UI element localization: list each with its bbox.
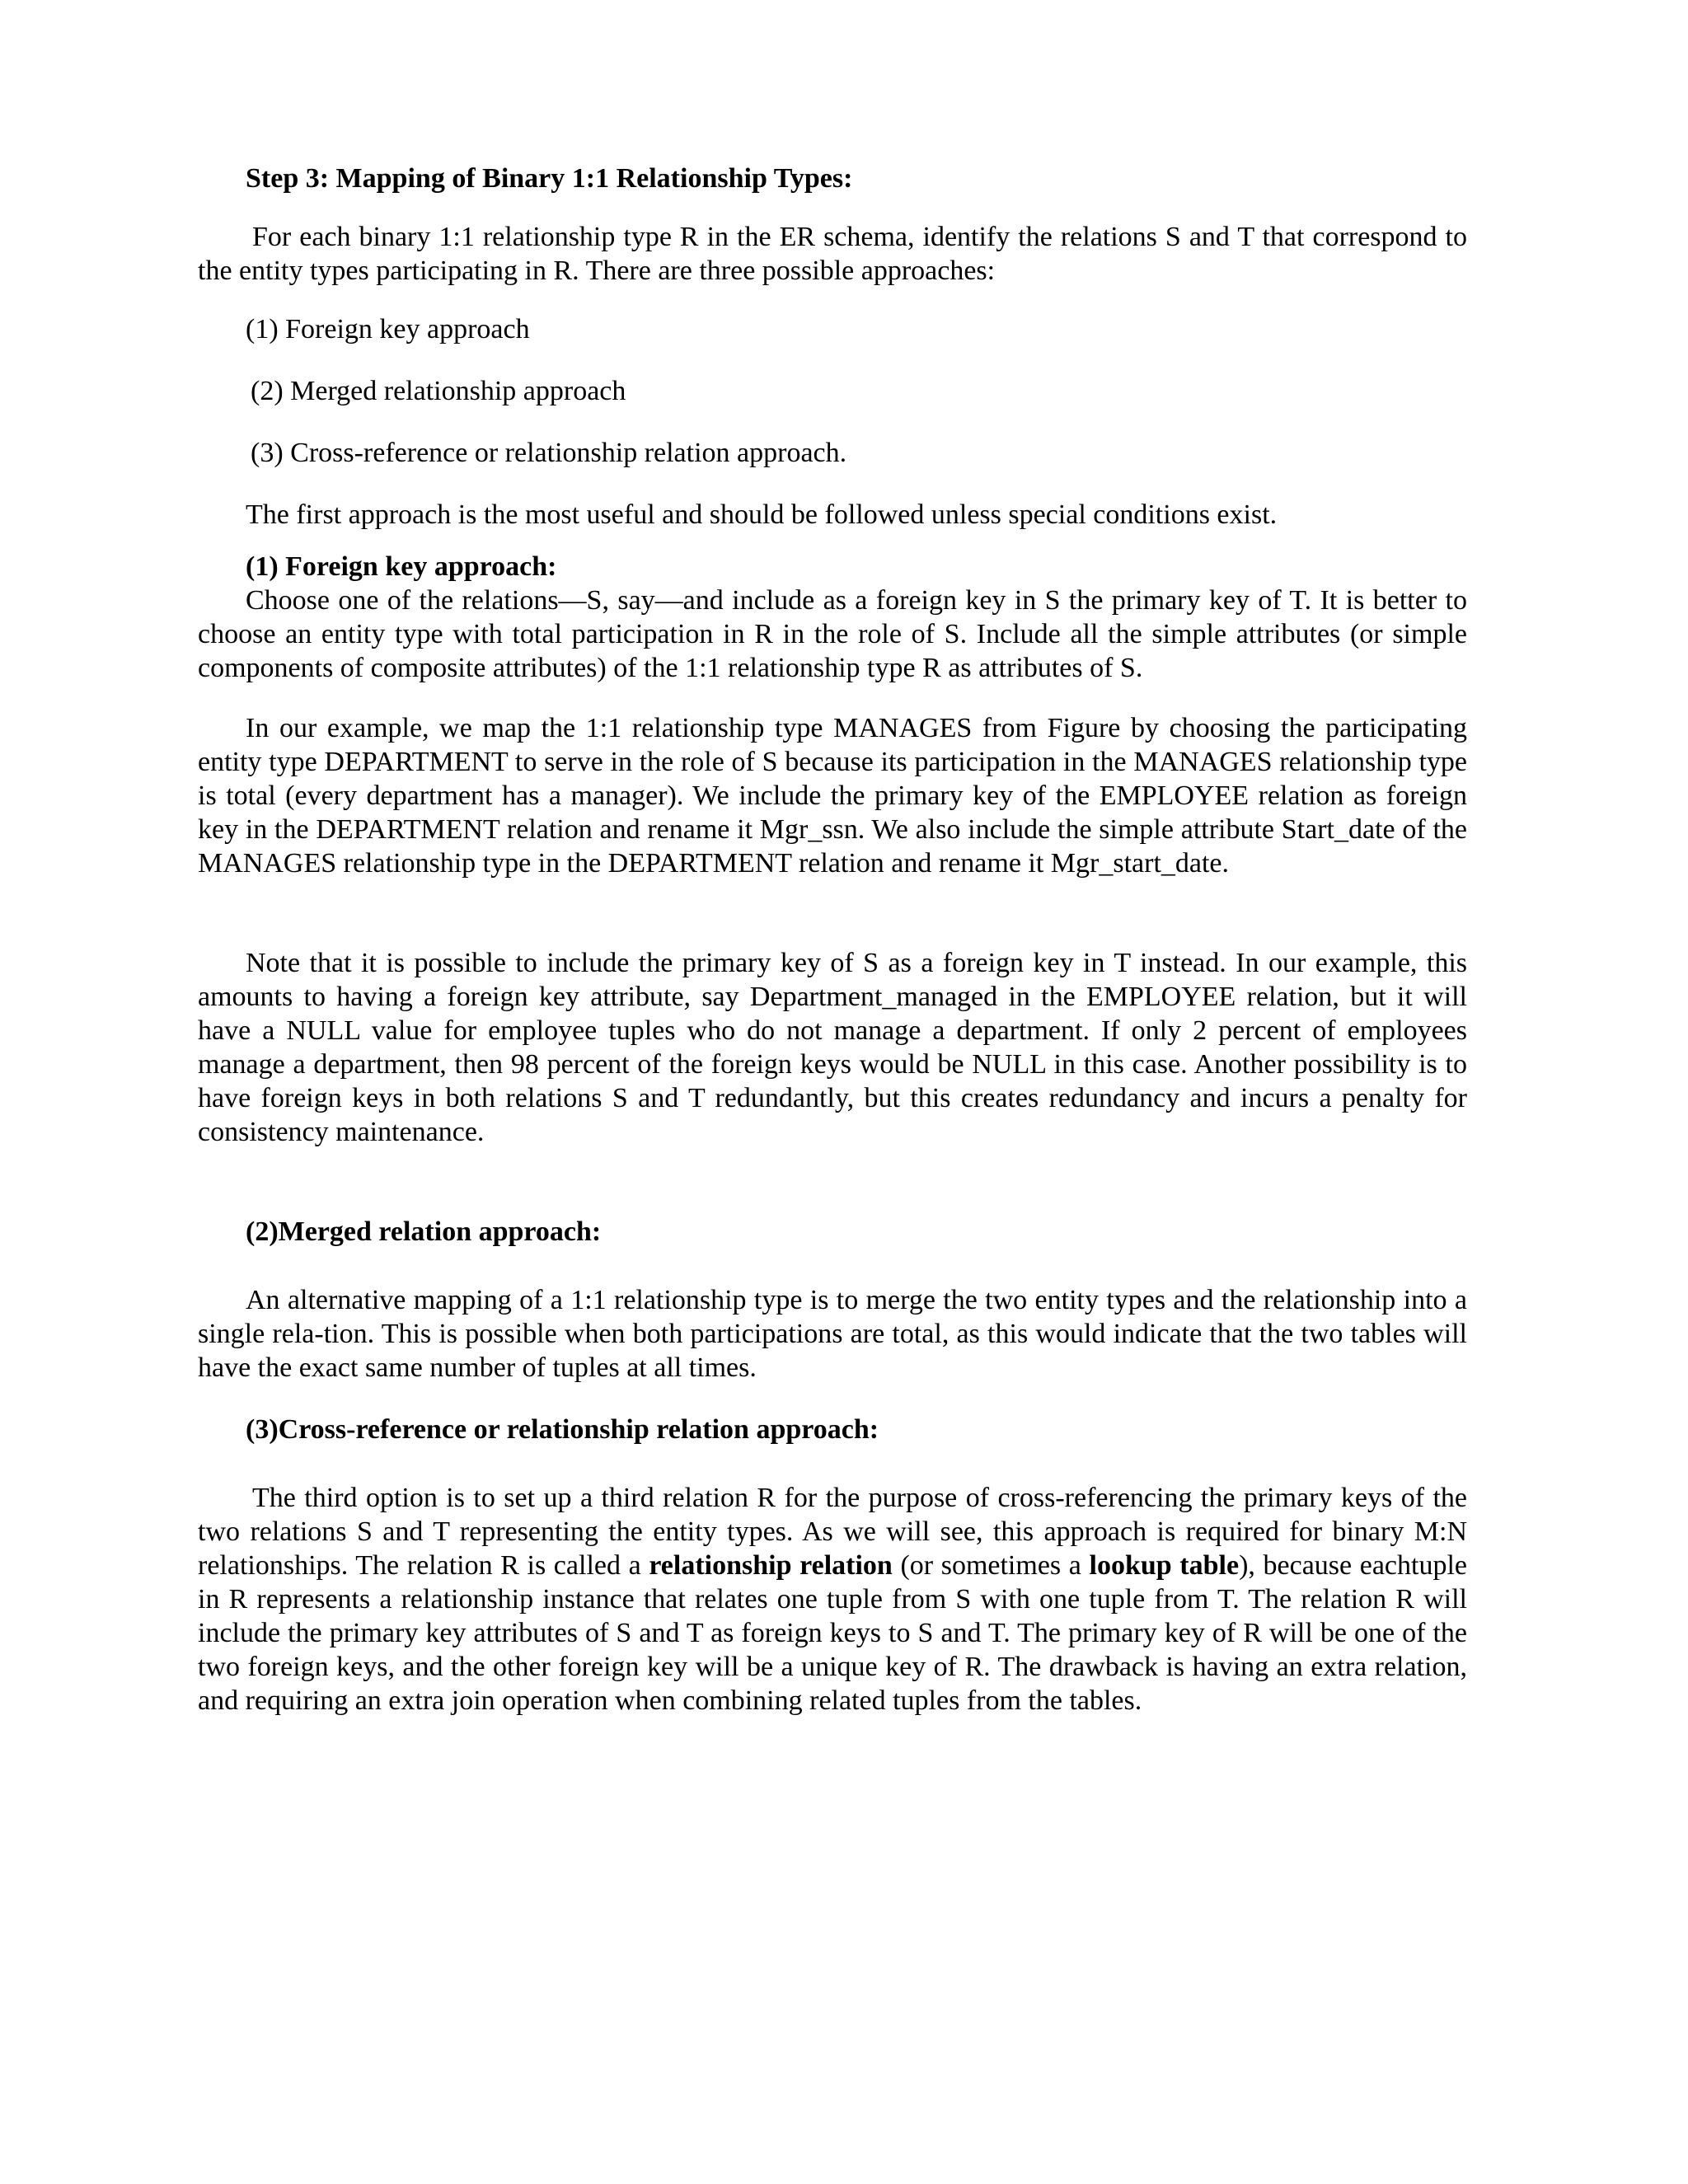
crossref-paragraph [198,1481,1467,1718]
fk-paragraph-1: Choose one of the relations—S, say—and include as a foreign key in S the primary key of T. It is better to choose an entity type with total participation in R in the role of S. Include all the simple attributes (or simple components of composite attributes) of the 1:1 relationship type R as attributes of S. [198,585,1467,683]
document-page [198,162,1467,1718]
crossref-text-end: ), because eachtuple in R represents a relationship instance that relates one tuple from S with one tuple from T. The relation R will include the primary key attributes of S and T as foreign keys to S and T. The primary key of R will be one of the two foreign keys, and the other foreign key will be a unique key of R. The drawback is having an extra relation, and requiring an extra join operation when combining related tuples from the tables. [198,1550,1467,1716]
crossref-heading: (3)Cross-reference or relationship relation approach: [246,1414,879,1445]
crossref-text-start: The third option is to set up a third relation R for the purpose of cross-referencing the primary keys of the two relations S and T representing the entity types. As we will see, this approach is required for binary M:N relationships. The relation R is called a [198,1483,1467,1581]
term-relationship-relation: relationship relation [649,1550,893,1581]
merged-paragraph: An alternative mapping of a 1:1 relationship type is to merge the two entity types and the relationship into a single rela-tion. This is possible when both participations are total, as this would indicate that the two tables will have the exact same number of tuples at all times. [198,1285,1467,1383]
approach-3-item: (3) Cross-reference or relationship relation approach. [251,438,847,468]
merged-heading: (2)Merged relation approach: [246,1216,602,1247]
fk-paragraph-3: Note that it is possible to include the primary key of S as a foreign key in T instead. In our example, this amounts to having a foreign key attribute, say Department_managed in the EMPLOYEE relation, but it will have a NULL value for employee tuples who do not manage a department. If only 2 percent of employees manage a department, then 98 percent of the foreign keys would be NULL in this case. Another possibility is to have foreign keys in both relations S and T redundantly, but this creates redundancy and incurs a penalty for consistency maintenance. [198,948,1467,1147]
fk-paragraph-2: In our example, we map the 1:1 relationship type MANAGES from Figure by choosing the participating entity type DEPARTMENT to serve in the role of S because its participation in the MANAGES relationship type is total (every department has a manager). We include the primary key of the EMPLOYEE relation as foreign key in the DEPARTMENT relation and rename it Mgr_ssn. We also include the simple attribute Start_date of the MANAGES relationship type in the DEPARTMENT relation and rename it Mgr_start_date. [198,713,1467,879]
step3-heading: Step 3: Mapping of Binary 1:1 Relationship Types: [246,163,853,194]
first-approach-note: The first approach is the most useful and should be followed unless special conditions exist. [246,499,1278,530]
crossref-text-mid: (or sometimes a [892,1550,1090,1581]
approach-2-item: (2) Merged relationship approach [251,376,626,406]
approach-1-item: (1) Foreign key approach [246,314,530,344]
term-lookup-table: lookup table [1089,1550,1240,1581]
fk-heading: (1) Foreign key approach: [246,551,557,582]
step3-intro: For each binary 1:1 relationship type R in the ER schema, identify the relations S and T that correspond to the entity types participating in R. There are three possible approaches: [198,222,1467,286]
